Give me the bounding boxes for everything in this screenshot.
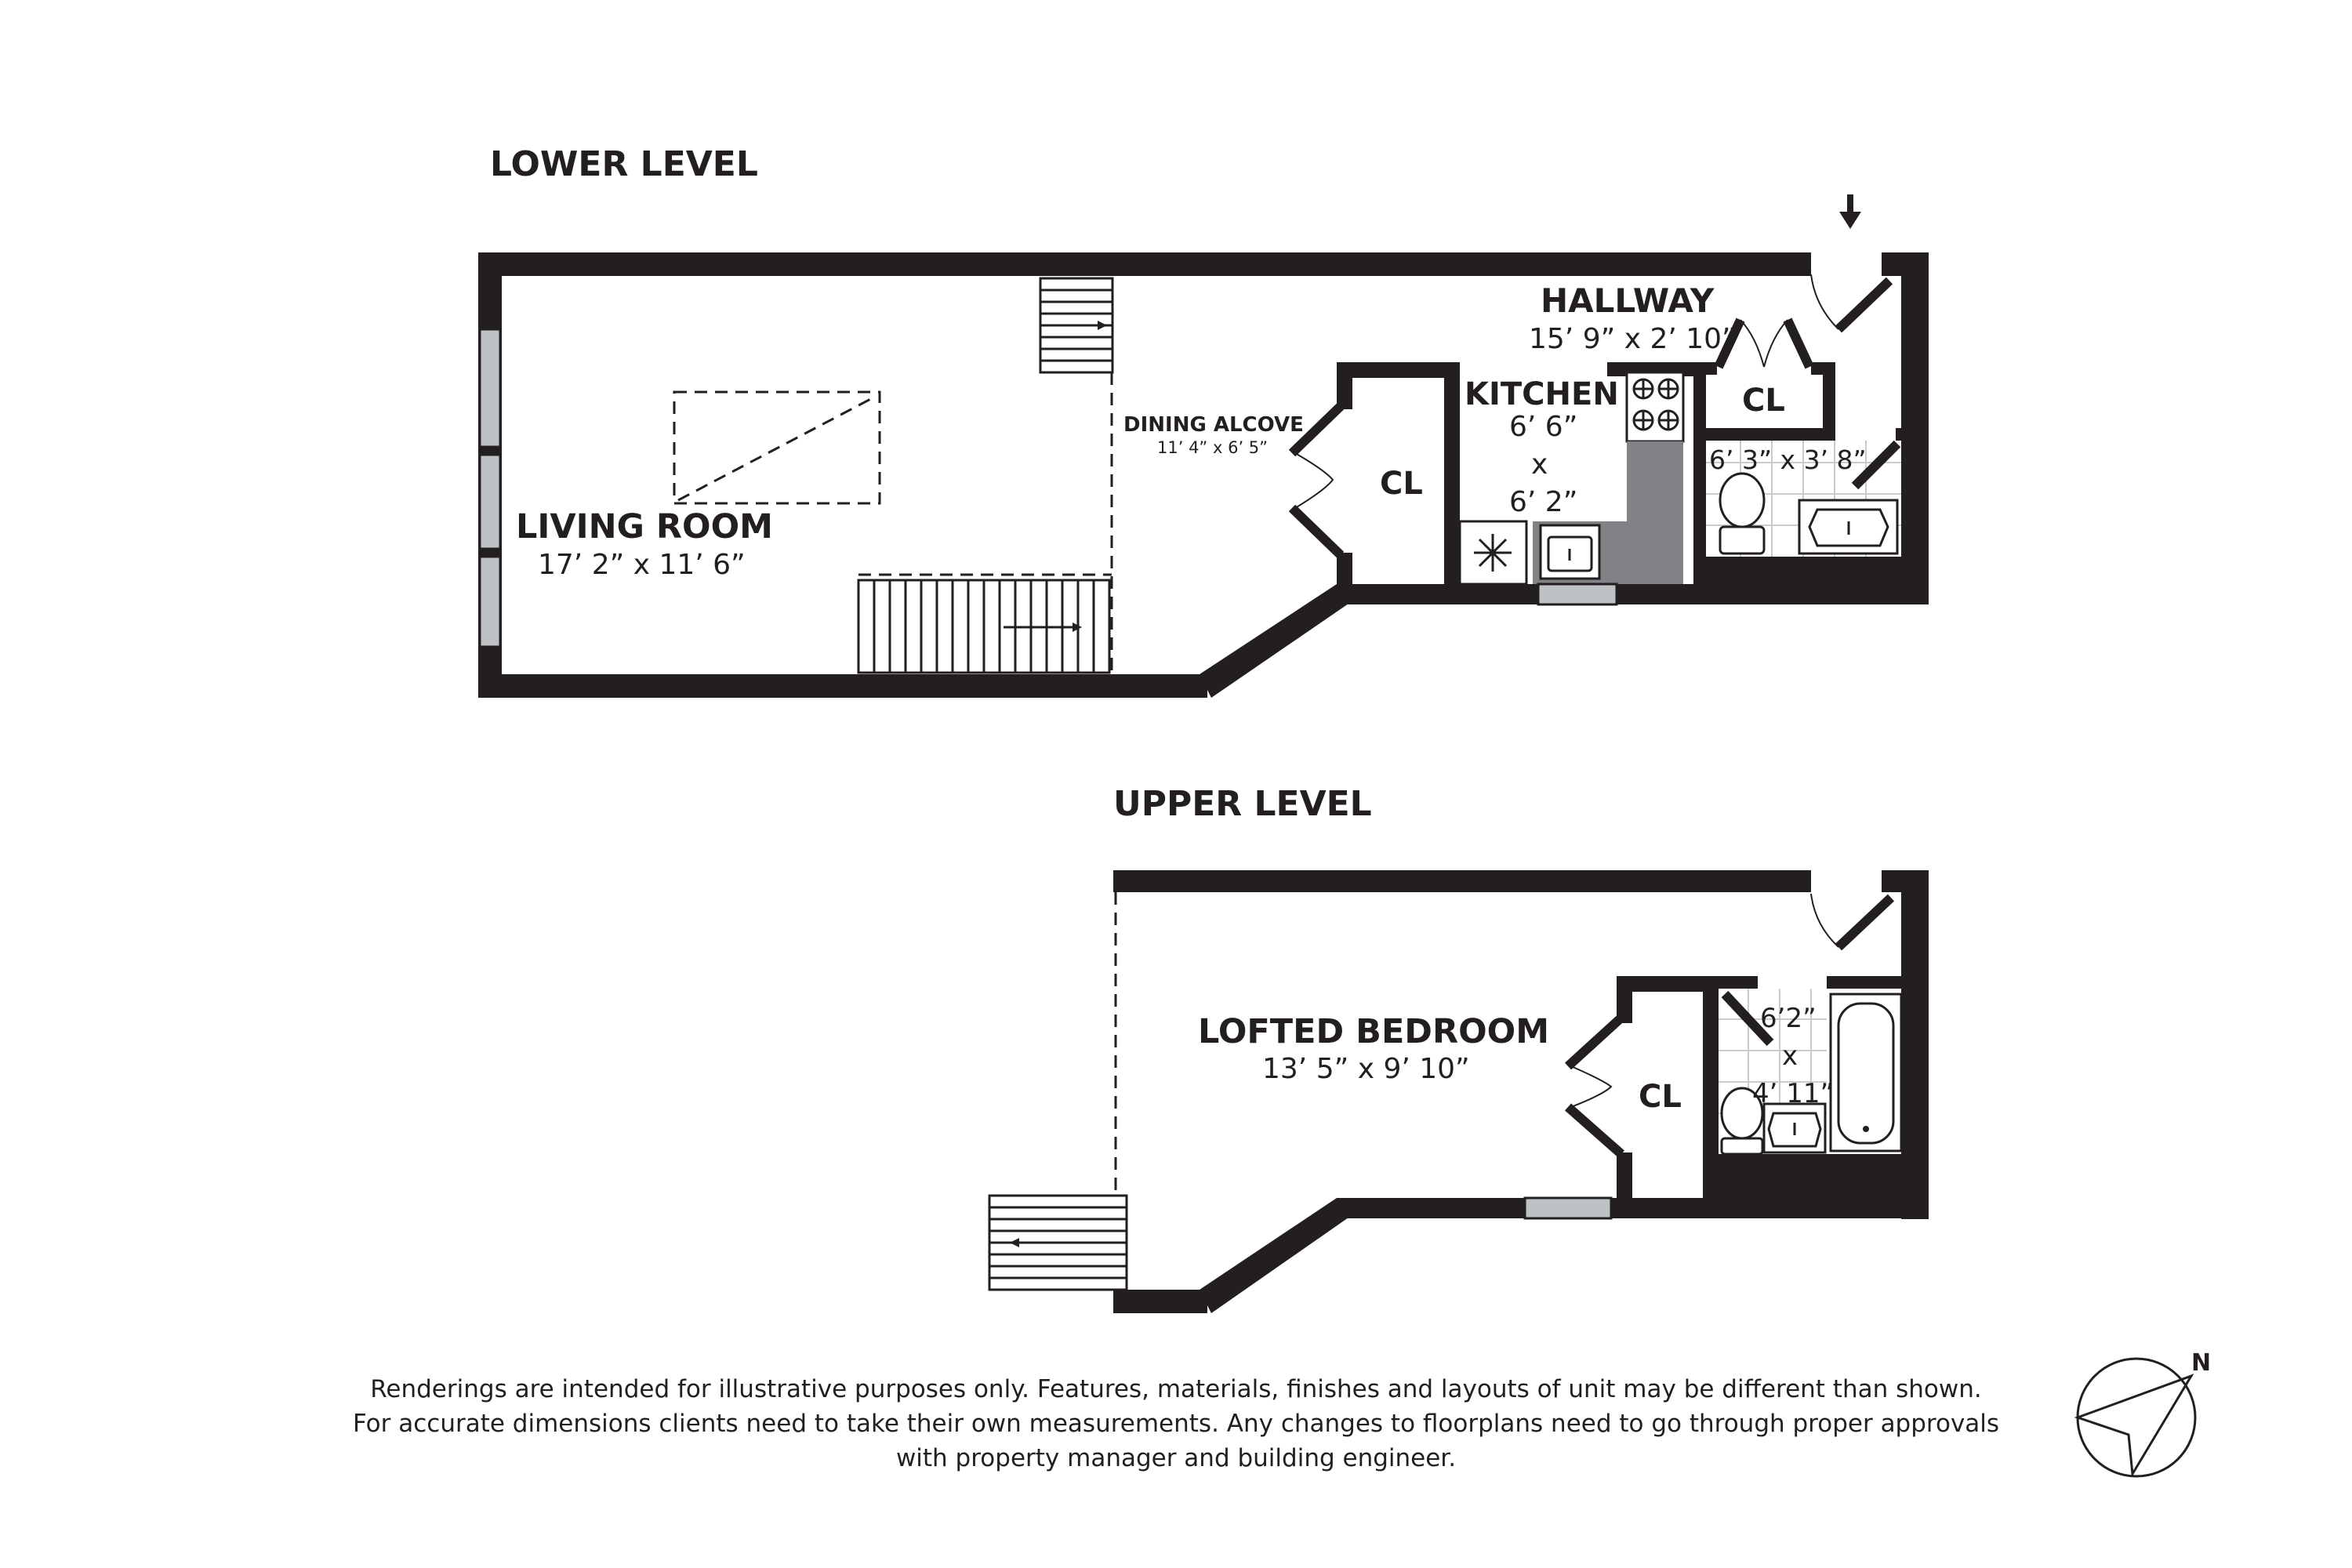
upper-stair xyxy=(989,1196,1127,1290)
kitchen-name: KITCHEN xyxy=(1465,376,1619,412)
living-room-name: LIVING ROOM xyxy=(516,507,773,546)
closet1-left-wall-bottom xyxy=(1337,553,1352,600)
kitchen-dim-h: 6’ 2” xyxy=(1509,486,1578,518)
living-window-2 xyxy=(480,455,500,549)
lower-bottom-wall xyxy=(478,674,1207,698)
disclaimer-line-2: For accurate dimensions clients need to take their own measurements. Any changes to floorplans need to go through proper approvals xyxy=(352,1410,2000,1438)
living-window-3 xyxy=(480,557,500,647)
upper-bath-top-wall xyxy=(1703,976,1758,989)
entry-door-leaf xyxy=(1838,281,1889,329)
lower-stair xyxy=(858,580,1109,673)
upper-closet-left-wall-bottom xyxy=(1617,1152,1632,1207)
upper-bath-dim-w: 6’2” xyxy=(1760,1003,1817,1034)
lower-entry-jamb xyxy=(1882,252,1929,276)
hallway-name: HALLWAY xyxy=(1541,281,1715,320)
lofted-bedroom-dims: 13’ 5” x 9’ 10” xyxy=(1262,1053,1470,1085)
top-stair xyxy=(1040,278,1112,372)
dining-alcove-dims: 11’ 4” x 6’ 5” xyxy=(1157,438,1269,457)
upper-bath-top-wall-right xyxy=(1827,976,1913,989)
kitchen-dim-w: 6’ 6” xyxy=(1509,411,1578,443)
upper-top-wall xyxy=(1113,870,1811,892)
hallway-dims: 15’ 9” x 2’ 10” xyxy=(1529,323,1737,355)
dining-alcove-name: DINING ALCOVE xyxy=(1123,413,1304,437)
lower-toilet-icon xyxy=(1720,474,1764,554)
upper-window xyxy=(1525,1198,1611,1218)
lower-top-wall xyxy=(478,252,1811,276)
disclaimer-line-3: with property manager and building engineer. xyxy=(895,1444,1457,1472)
disclaimer xyxy=(235,1372,2117,1475)
closet1-door-lower xyxy=(1292,508,1341,555)
lofted-bedroom-name: LOFTED BEDROOM xyxy=(1198,1012,1550,1051)
upper-bath-bottom-fill xyxy=(1703,1154,1913,1201)
living-room-dims: 17’ 2” x 11’ 6” xyxy=(538,549,746,581)
upper-closet-door-lower xyxy=(1568,1107,1621,1154)
upper-bath-sink-icon xyxy=(1764,1104,1825,1152)
bathtub-icon xyxy=(1831,994,1901,1151)
closet2-top-left xyxy=(1693,362,1717,375)
closet2-bottom-wall xyxy=(1693,428,1835,441)
lower-bath-sink-icon xyxy=(1799,500,1897,554)
kitchen-window xyxy=(1538,584,1617,604)
bath-bottom-wall xyxy=(1693,557,1929,604)
upper-closet-door-upper xyxy=(1568,1018,1621,1066)
disclaimer-line-1: Renderings are intended for illustrative purposes only. Features, materials, finishes and layouts of unit may be different than shown. xyxy=(370,1375,1982,1403)
entry-arrow-icon xyxy=(1839,194,1861,229)
closet1-top-wall xyxy=(1337,362,1458,378)
upper-closet-label: CL xyxy=(1639,1079,1682,1115)
compass-north-label: N xyxy=(2191,1349,2212,1377)
closet1-label: CL xyxy=(1380,466,1423,502)
snowflake-icon xyxy=(1474,534,1512,572)
closet2-door-right xyxy=(1788,320,1809,367)
upper-door-leaf xyxy=(1838,898,1891,947)
upper-bottom-left-wall xyxy=(1113,1290,1207,1313)
lower-level-heading: LOWER LEVEL xyxy=(490,144,758,184)
closet1-left-wall-top xyxy=(1337,362,1352,409)
kitchen-dim-x: x xyxy=(1531,448,1548,481)
lower-angled-wall xyxy=(1200,584,1348,698)
loft-opening-diagonal xyxy=(678,396,877,500)
upper-bath-dim-x: x xyxy=(1782,1040,1798,1072)
closet1-right-wall xyxy=(1444,362,1460,597)
living-window-1 xyxy=(480,329,500,447)
upper-angled-wall xyxy=(1200,1198,1348,1313)
closet2-top-right xyxy=(1811,362,1835,375)
lower-bath-dims: 6’ 3” x 3’ 8” xyxy=(1709,445,1867,475)
bath-door-jamb xyxy=(1896,428,1913,441)
upper-bath-dim-h: 4’ 11” xyxy=(1752,1078,1835,1109)
closet2-label: CL xyxy=(1742,383,1785,419)
upper-level-heading: UPPER LEVEL xyxy=(1113,784,1372,824)
